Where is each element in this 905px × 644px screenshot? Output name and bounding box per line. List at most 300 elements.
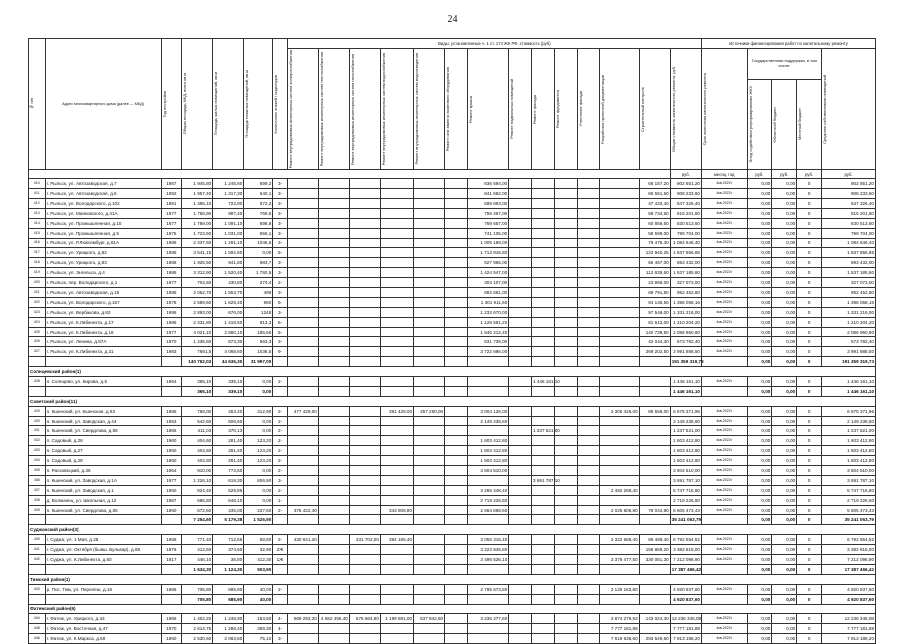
work-cost-cell xyxy=(639,624,670,634)
nonresidential-area-cell: 672,2 xyxy=(244,198,273,208)
col-local-header: Местный бюджет xyxy=(797,108,803,141)
work-cost-cell xyxy=(532,288,555,298)
work-cost-cell: 79 478,40 xyxy=(639,238,670,248)
total-cost-cell: 830 513,60 xyxy=(670,218,701,228)
finish-date-cell: 4кв.2022г xyxy=(701,426,747,436)
work-cost-cell xyxy=(318,475,349,485)
total-cost-cell: 1 837 856,85 xyxy=(670,248,701,258)
work-cost-cell xyxy=(639,426,670,436)
regional-budget-cell: 0,00 xyxy=(772,268,797,278)
regional-budget-cell: 0,00 xyxy=(772,485,797,495)
work-cost-cell xyxy=(318,555,349,565)
residential-area-cell: 987,40 xyxy=(213,208,244,218)
row-number: 416 xyxy=(29,238,46,248)
row-number: 420 xyxy=(29,278,46,288)
work-cost-cell: 1 237 521,00 xyxy=(532,426,555,436)
work-cost-cell xyxy=(414,594,445,604)
owners-funds-cell: 815 201,60 xyxy=(822,208,876,218)
work-cost-cell xyxy=(318,386,349,396)
total-area-cell: 2 530,60 xyxy=(182,634,213,644)
year-cell xyxy=(161,594,182,604)
work-cost-cell xyxy=(600,228,639,238)
finish-date-cell: 4кв.2022г xyxy=(701,189,747,199)
regional-budget-cell: 0,00 xyxy=(772,495,797,505)
work-cost-cell: 769 657,00 xyxy=(467,218,508,228)
total-cost-cell: 1 237 521,00 xyxy=(670,426,701,436)
work-cost-cell xyxy=(318,218,349,228)
work-cost-cell xyxy=(414,416,445,426)
owners-funds-cell: 7 777 181,88 xyxy=(822,624,876,634)
work-cost-cell xyxy=(380,248,413,258)
work-cost-cell xyxy=(554,406,577,416)
regional-budget-cell: 0,00 xyxy=(772,386,797,396)
finish-date-cell: 4кв.2022г xyxy=(701,584,747,594)
residential-area-cell: 5 179,38 xyxy=(213,515,244,525)
work-cost-cell xyxy=(318,248,349,258)
nonresidential-area-cell: 0,00 xyxy=(244,377,273,387)
work-cost-cell xyxy=(577,208,600,218)
total-cost-cell: 1 446 161,10 xyxy=(670,377,701,387)
work-cost-cell xyxy=(509,515,532,525)
work-cost-cell xyxy=(532,386,555,396)
work-cost-cell xyxy=(509,555,532,565)
address-cell: г. Фатеж, ул. Урицкого, д.43 xyxy=(45,614,161,624)
finish-date-cell: 4кв.2022г xyxy=(701,317,747,327)
year-cell xyxy=(161,564,182,574)
work-cost-cell xyxy=(639,466,670,476)
nonresidential-area-cell: 312,90 xyxy=(244,406,273,416)
local-budget-cell: 0 xyxy=(797,288,822,298)
total-area-cell: 910,00 xyxy=(182,466,213,476)
work-cost-cell xyxy=(467,594,508,604)
regional-budget-cell: 0,00 xyxy=(772,297,797,307)
work-cost-cell xyxy=(318,634,349,644)
work-cost-cell xyxy=(532,624,555,634)
owners-funds-cell: 1 537 185,60 xyxy=(822,268,876,278)
work-cost-cell xyxy=(532,179,555,189)
work-cost-cell xyxy=(445,545,468,555)
capital-repair-table xyxy=(28,38,876,644)
finish-date-cell xyxy=(701,564,747,574)
table-row xyxy=(29,426,876,436)
row-number: 418 xyxy=(29,258,46,268)
work-cost-cell xyxy=(380,268,413,278)
total-cost-cell: 2 086 950,90 xyxy=(670,327,701,337)
col-lift-header: Ремонт или замена лифтового оборудования xyxy=(445,66,451,152)
year-cell: 1917 xyxy=(161,555,182,565)
total-cost-cell: 327 073,00 xyxy=(670,278,701,288)
work-cost-cell xyxy=(532,416,555,426)
table-row xyxy=(29,446,876,456)
work-cost-cell xyxy=(600,357,639,367)
local-budget-cell: 0 xyxy=(797,179,822,189)
work-cost-cell xyxy=(509,218,532,228)
total-cost-cell: 2 719 226,50 xyxy=(670,495,701,505)
col-finish-header: Срок окончания капитального ремонта xyxy=(701,72,707,146)
row-number: 444 xyxy=(29,614,46,624)
local-budget-cell: 0 xyxy=(797,495,822,505)
work-cost-cell xyxy=(414,446,445,456)
work-cost-cell xyxy=(639,446,670,456)
fund-cell: 0,00 xyxy=(747,208,772,218)
work-cost-cell: 827 965,00 xyxy=(467,258,508,268)
work-cost-cell xyxy=(318,288,349,298)
work-cost-cell xyxy=(445,614,468,624)
work-cost-cell xyxy=(577,317,600,327)
work-cost-cell xyxy=(467,377,508,387)
work-cost-cell xyxy=(318,594,349,604)
address-cell: г. Фатеж, ул. Восточная, д.47 xyxy=(45,624,161,634)
work-cost-cell xyxy=(554,297,577,307)
residential-area-cell: 281,40 xyxy=(213,446,244,456)
work-cost-cell xyxy=(554,466,577,476)
nonresidential-area-cell: 499 xyxy=(244,288,273,298)
finish-date-cell: 4кв.2022г xyxy=(701,505,747,515)
regional-budget-cell: 0,00 xyxy=(772,189,797,199)
year-cell xyxy=(161,515,182,525)
subtotal-row xyxy=(29,594,876,604)
table-row xyxy=(29,268,876,278)
total-cost-cell: 6 675 371,96 xyxy=(670,406,701,416)
work-cost-cell xyxy=(445,208,468,218)
work-cost-cell xyxy=(414,426,445,436)
work-cost-cell xyxy=(445,179,468,189)
col-basement-header: Ремонт подвальных помещений xyxy=(509,79,515,140)
fund-cell: 0,00 xyxy=(747,436,772,446)
address-cell: п. Садовый, д.26 xyxy=(45,436,161,446)
nonresidential-area-cell: 606,90 xyxy=(244,475,273,485)
work-cost-cell xyxy=(349,624,380,634)
total-cost-cell: 12 236 345,08 xyxy=(670,614,701,624)
table-row xyxy=(29,278,876,288)
table-row xyxy=(29,416,876,426)
work-cost-cell xyxy=(577,436,600,446)
work-cost-cell xyxy=(380,238,413,248)
work-cost-cell: 1 713 916,60 xyxy=(467,248,508,258)
owners-funds-cell: 35 241 063,79 xyxy=(822,515,876,525)
work-cost-cell xyxy=(414,535,445,545)
work-cost-cell xyxy=(509,179,532,189)
owners-funds-cell: 6 792 554,52 xyxy=(822,535,876,545)
address-cell: г. Фатеж, ул. К.Маркса, д.50 xyxy=(45,634,161,644)
local-budget-cell: 0 xyxy=(797,357,822,367)
total-area-cell: 411,03 xyxy=(182,426,213,436)
work-cost-cell xyxy=(532,594,555,604)
total-area-cell: 3 312,90 xyxy=(182,268,213,278)
work-cost-cell xyxy=(600,436,639,446)
regional-budget-cell: 0,00 xyxy=(772,584,797,594)
regional-budget-cell: 0,00 xyxy=(772,278,797,288)
local-budget-cell: 0 xyxy=(797,278,822,288)
regional-budget-cell: 0,00 xyxy=(772,475,797,485)
year-cell: 1986 xyxy=(161,317,182,327)
work-cost-cell xyxy=(577,555,600,565)
work-cost-cell xyxy=(380,564,413,574)
work-cost-cell xyxy=(287,179,318,189)
work-cost-cell xyxy=(577,198,600,208)
work-cost-cell xyxy=(414,327,445,337)
local-budget-cell: 0 xyxy=(797,515,822,525)
finish-date-cell xyxy=(701,594,747,604)
total-area-cell: 1 756,90 xyxy=(182,208,213,218)
floors-cell: 3- xyxy=(273,198,287,208)
work-cost-cell xyxy=(600,564,639,574)
local-budget-cell: 0 xyxy=(797,248,822,258)
total-area-cell: 672,60 xyxy=(182,505,213,515)
work-cost-cell: 2 664 668,60 xyxy=(467,505,508,515)
work-cost-cell xyxy=(577,248,600,258)
work-cost-cell xyxy=(287,515,318,525)
work-cost-cell xyxy=(414,466,445,476)
local-budget-cell: 0 xyxy=(797,416,822,426)
floors-cell: 3- xyxy=(273,268,287,278)
row-number: 417 xyxy=(29,248,46,258)
work-cost-cell xyxy=(287,218,318,228)
residential-area-cell: 2 860,10 xyxy=(213,327,244,337)
work-cost-cell xyxy=(287,278,318,288)
total-cost-cell: 799 704,00 xyxy=(670,228,701,238)
floors-cell: 2- xyxy=(273,466,287,476)
residential-area-cell: 1 553,70 xyxy=(213,288,244,298)
work-cost-cell xyxy=(349,555,380,565)
finish-date-cell: 4кв.2022г xyxy=(701,475,747,485)
residential-area-cell: 339,10 xyxy=(213,386,244,396)
work-cost-cell xyxy=(577,288,600,298)
row-number: 436 xyxy=(29,475,46,485)
table-row xyxy=(29,584,876,594)
local-budget-cell: 0 xyxy=(797,584,822,594)
work-cost-cell xyxy=(600,198,639,208)
work-cost-cell xyxy=(318,624,349,634)
work-cost-cell xyxy=(445,446,468,456)
work-cost-cell xyxy=(445,456,468,466)
address-cell: г. Рыльск, ул. К.Либкнехта, д.17 xyxy=(45,317,161,327)
work-cost-cell xyxy=(509,485,532,495)
work-cost-cell xyxy=(554,555,577,565)
residential-area-cell: 1 317,30 xyxy=(213,189,244,199)
finish-date-cell: 4кв.2022г xyxy=(701,634,747,644)
work-cost-cell xyxy=(577,238,600,248)
row-number: 424 xyxy=(29,317,46,327)
year-cell: 1960 xyxy=(161,446,182,456)
nonresidential-area-cell: 656,1 xyxy=(244,228,273,238)
floors-cell: 3- xyxy=(273,475,287,485)
work-cost-cell xyxy=(509,208,532,218)
floors-cell: 2- xyxy=(273,456,287,466)
unit-label: руб. xyxy=(797,170,822,179)
work-cost-cell xyxy=(577,495,600,505)
regional-budget-cell: 0,00 xyxy=(772,545,797,555)
year-cell: 1960 xyxy=(161,436,182,446)
total-cost-cell: 5 605 473,43 xyxy=(670,505,701,515)
col-water-supply-header: Ремонт внутридомовых инженерных систем водоснабжения xyxy=(380,52,386,166)
work-cost-cell xyxy=(532,564,555,574)
nonresidential-area-cell: 913,3 xyxy=(244,317,273,327)
year-cell xyxy=(161,386,182,396)
table-row xyxy=(29,634,876,644)
total-area-cell: 1 957,40 xyxy=(182,189,213,199)
finish-date-cell: 4кв.2022г xyxy=(701,624,747,634)
table-row xyxy=(29,248,876,258)
regional-budget-cell: 0,00 xyxy=(772,248,797,258)
work-cost-cell xyxy=(532,436,555,446)
work-cost-cell xyxy=(577,189,600,199)
address-cell: г. Рыльск, ул. Урицкого, д.83 xyxy=(45,258,161,268)
work-cost-cell xyxy=(532,357,555,367)
work-cost-cell xyxy=(467,357,508,367)
total-area-cell: 3 541,15 xyxy=(182,248,213,258)
work-cost-cell: 7 777 181,88 xyxy=(600,624,639,634)
work-cost-cell xyxy=(445,416,468,426)
work-cost-cell xyxy=(287,248,318,258)
work-cost-cell xyxy=(414,208,445,218)
year-cell: 1992 xyxy=(161,189,182,199)
floors-cell: 3- xyxy=(273,307,287,317)
work-cost-cell xyxy=(445,426,468,436)
col-residential-area-header: Площадь жилых помещений, кв.м xyxy=(213,72,219,136)
col-total-area-header: Общая площадь МКД, всего кв.м xyxy=(182,73,188,135)
row-number: 440 xyxy=(29,535,46,545)
total-cost-cell: 1 210 204,20 xyxy=(670,317,701,327)
floors-cell: 3- xyxy=(273,228,287,238)
fund-cell: 0,00 xyxy=(747,179,772,189)
total-area-cell: 404,60 xyxy=(182,446,213,456)
work-cost-cell xyxy=(287,317,318,327)
residential-area-cell: 1 246,60 xyxy=(213,179,244,189)
work-cost-cell xyxy=(577,634,600,644)
work-cost-cell xyxy=(414,436,445,446)
work-cost-cell xyxy=(349,545,380,555)
work-cost-cell xyxy=(349,584,380,594)
finish-date-cell: 4кв.2022г xyxy=(701,436,747,446)
work-cost-cell: 23 966,00 xyxy=(639,278,670,288)
year-cell: 1987 xyxy=(161,495,182,505)
work-cost-cell xyxy=(509,475,532,485)
work-cost-cell xyxy=(577,307,600,317)
address-cell: п. Кшенский, ул. Заводская, д.44 xyxy=(45,416,161,426)
year-cell: 1986 xyxy=(161,268,182,278)
residential-area-cell: 453,40 xyxy=(213,406,244,416)
nonresidential-area-cell: 123,20 xyxy=(244,436,273,446)
work-cost-cell: 3 223 945,80 xyxy=(467,545,508,555)
work-cost-cell xyxy=(509,535,532,545)
work-cost-cell: 4 662 455,40 xyxy=(318,614,349,624)
work-cost-cell xyxy=(380,307,413,317)
work-cost-cell xyxy=(318,258,349,268)
owners-funds-cell: 12 236 345,08 xyxy=(822,614,876,624)
row-number: 410 xyxy=(29,179,46,189)
year-cell: 1975 xyxy=(161,228,182,238)
residential-area-cell: 1 031,00 xyxy=(213,228,244,238)
row-number: 438 xyxy=(29,495,46,505)
local-budget-cell: 0 xyxy=(797,189,822,199)
work-cost-cell xyxy=(287,208,318,218)
table-row xyxy=(29,307,876,317)
work-cost-cell xyxy=(318,564,349,574)
work-cost-cell xyxy=(577,377,600,387)
work-cost-cell xyxy=(318,416,349,426)
work-cost-cell xyxy=(532,485,555,495)
row-number: 423 xyxy=(29,307,46,317)
row-number: 432 xyxy=(29,436,46,446)
fund-cell: 0,00 xyxy=(747,189,772,199)
work-cost-cell xyxy=(577,179,600,189)
residential-area-cell: 529,85 xyxy=(213,485,244,495)
local-budget-cell: 0 xyxy=(797,624,822,634)
local-budget-cell: 0 xyxy=(797,446,822,456)
floors-cell: 2- xyxy=(273,426,287,436)
work-cost-cell xyxy=(639,475,670,485)
work-cost-cell xyxy=(414,198,445,208)
regional-budget-cell: 0,00 xyxy=(772,594,797,604)
work-cost-cell xyxy=(445,624,468,634)
floors-cell: 5- xyxy=(273,327,287,337)
row-number: 426 xyxy=(29,337,46,347)
unit-label: руб. xyxy=(670,170,701,179)
address-cell: п. Садовый, д.28 xyxy=(45,456,161,466)
address-cell: г. Рыльск, ул. Вербакова, д.82 xyxy=(45,307,161,317)
table-row xyxy=(29,456,876,466)
total-cost-cell: 4 920 837,60 xyxy=(670,584,701,594)
work-cost-cell xyxy=(349,436,380,446)
work-cost-cell xyxy=(554,485,577,495)
work-cost-cell xyxy=(380,634,413,644)
residential-area-cell: 685,90 xyxy=(213,584,244,594)
fund-cell: 0,00 xyxy=(747,386,772,396)
col-sum-header: Общая стоимость капитального ремонта, руб. xyxy=(670,66,676,153)
fund-cell: 0,00 xyxy=(747,545,772,555)
col-address-header: Адрес многоквартирного дома (далее — МКД) xyxy=(45,39,161,170)
address-cell: г. Рыльск, ул. Урицкого, д.82 xyxy=(45,248,161,258)
work-cost-cell xyxy=(509,446,532,456)
work-cost-cell xyxy=(287,327,318,337)
work-cost-cell xyxy=(467,475,508,485)
work-cost-cell xyxy=(467,426,508,436)
fund-cell: 0,00 xyxy=(747,307,772,317)
local-budget-cell: 0 xyxy=(797,406,822,416)
work-cost-cell xyxy=(349,238,380,248)
local-budget-cell: 0 xyxy=(797,594,822,604)
row-number: 422 xyxy=(29,297,46,307)
work-cost-cell xyxy=(287,475,318,485)
work-cost-cell xyxy=(414,307,445,317)
total-cost-cell: 35 241 063,79 xyxy=(670,515,701,525)
work-cost-cell xyxy=(318,307,349,317)
residential-area-cell: 773,50 xyxy=(213,466,244,476)
owners-funds-cell: 1 603 412,80 xyxy=(822,436,876,446)
table-row xyxy=(29,436,876,446)
region-title: Солнцевский район(1) xyxy=(29,367,876,377)
work-cost-cell: 676 664,80 xyxy=(349,614,380,624)
work-cost-cell xyxy=(577,258,600,268)
work-cost-cell xyxy=(600,327,639,337)
work-cost-cell xyxy=(380,278,413,288)
table-row xyxy=(29,288,876,298)
work-cost-cell xyxy=(639,386,670,396)
work-cost-cell xyxy=(318,317,349,327)
work-cost-cell xyxy=(600,456,639,466)
work-cost-cell xyxy=(349,218,380,228)
total-cost-cell: 191 359 319,73 xyxy=(670,357,701,367)
work-cost-cell: 58 599,00 xyxy=(639,228,670,238)
owners-funds-cell: 6 675 371,96 xyxy=(822,406,876,416)
address-cell xyxy=(45,515,161,525)
work-cost-cell: 269 202,50 xyxy=(639,347,670,357)
row-number xyxy=(29,564,46,574)
work-cost-cell xyxy=(287,485,318,495)
owners-funds-cell: 7 212 096,90 xyxy=(822,555,876,565)
work-cost-cell xyxy=(600,466,639,476)
